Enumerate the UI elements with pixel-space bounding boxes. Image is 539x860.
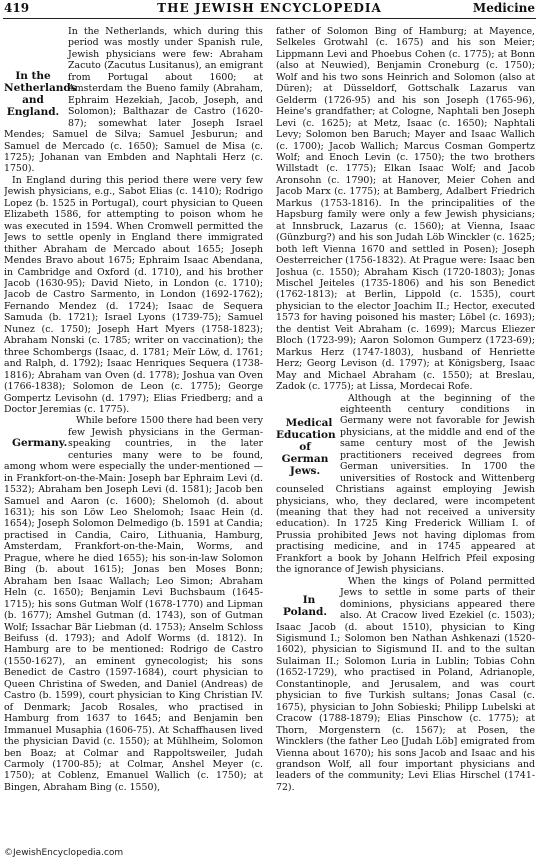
paragraph-poland bbox=[276, 576, 535, 794]
paragraph-germany bbox=[4, 415, 263, 793]
header-rule bbox=[3, 18, 536, 19]
running-reference: Medicine bbox=[472, 1, 535, 15]
page-number: 419 bbox=[4, 1, 30, 15]
side-heading-germany: Germany. bbox=[12, 437, 68, 450]
paragraph-text: In the Netherlands, which during this period was mostly under Spanish rule, Jewish physicians were few: Abraham Zacuto (Zacutus Lusitanus), an emigrant from Portugal about 1600; at Amsterdam the Bueno family (Abraham, Ephraim Hezekiah, Jacob, Joseph, and Solomon); Balthazar de Castro (1620-87); somewhat later Joseph Israel Mendes; Samuel de Silva; Samuel Jesburun; and Samuel de Mercado (c. 1650); Samuel de Misa (c. 1725); Johanan van Embden and Naphtali Herz (c. 1750). bbox=[4, 26, 263, 175]
page-header bbox=[0, 0, 539, 20]
side-heading-netherlands-england: In the Netherlands and England. bbox=[4, 70, 77, 118]
running-title: THE JEWISH ENCYCLOPEDIA bbox=[157, 1, 382, 15]
left-column bbox=[4, 26, 263, 844]
paragraph-text: While before 1500 there had been very few Jewish physicians in the German-speaking countries, in the later centuries many were to be found, among whom were especially the under-mentioned — in Frankfort-on-the-Main: Joseph bar Ephraim Levi (d. 1532); Abraham ben Joseph Levi (d. 1581); Jacob ben Samuel and Aaron (c. 1600); Shelomoh (d. about 1631); his son Löw Leo Shelomoh; Isaac Hein (d. 1654); Joseph Solomon Delmedigo (b. 1591 at Candia; practised in Candia, Cairo, Lithuania, Hamburg, Amsterdam, Frankfort-on-the-Main, Worms, and Prague, where he died 1655); his son-in-law Solomon Bing (b. about 1615); Jonas ben Moses Bonn; Abraham ben Isaac Wallach; Leo Simon; Abraham Heln (c. 1650); Benjamin Levi Buchsbaum (1645-1715); his sons Gutman Wolf (1678-1770) and Lipman (b. 1677); Amshel Gutman (d. 1743), son of Gutman Wolf; Issachar Bär Liebman (d. 1753); Anselm Schloss Beifuss (d. 1793); and Adolf Worms (d. 1812). In Hamburg are to be mentioned: Rodrigo de Castro (1550-1627), an eminent gynecologist; his sons Benedict de Castro (1597-1684), court physician to Queen Christina of Sweden, and Daniel (Andreas) de Castro (b. 1599), court physician to King Christian IV. of Denmark; Jacob Rosales, who practised in Hamburg from 1637 to 1645; and Benjamin ben Immanuel Musaphia (1606-75). At Schaffhausen lived the physician David (c. 1550); at Mühlheim, Solomon ben Boaz; at Colmar and Rappoltsweiler, Judah Carmoly (1700-85); at Colmar, Anshel Meyer (c. 1750); at Coblenz, Emanuel Wallich (c. 1750); at Bingen, Abraham Bing (c. 1550), bbox=[4, 415, 263, 793]
paragraph-medical-education bbox=[276, 393, 535, 576]
paragraph-germany-continued: father of Solomon Bing of Hamburg; at Mayence, Selkeles Grotwahl (c. 1675) and his son Meier; Lippmann Levi and Phoebus Cohen (c. 1775); at Bonn (also at Neuwied), Benjamin Croneburg (c. 1750); Wolf and his two sons Heinrich and Solomon (also at Düren); at Düsseldorf, Gottschalk Lazarus van Gelderm (1726-95) and his son Joseph (1765-96), Heine's grandfather; at Cologne, Naphtali ben Joseph Levi (c. 1625); at Metz, Isaac (c. 1650); Naphtali Levy; Solomon ben Baruch; Mayer and Isaac Wallich (c. 1700); Jacob Wallich; Marcus Cosman Gompertz Wolf; and Enoch Levin (c. 1750); the two brothers Willstadt (c. 1775); Elkan Isaac Wolf; and Jacob Aronsohn (c. 1790); at Hanover, Meier Cohen and Jacob Marx (c. 1775); at Bamberg, Adalbert Friedrich Markus (1753-1816). In the principalities of the Hapsburg family were only a few Jewish physicians; at Innsbruck, Lazarus (c. 1560); at Vienna, Isaac (Günzburg?) and his son Judah Löb Winckler (c. 1625; both left Vienna 1670 and settled in Posen); Joseph Oesterreicher (1756-1832). At Prague were: Isaac ben Joshua (c. 1550); Abraham Kisch (1720-1803); Jonas Mischel Jeiteles (1735-1806) and his son Benedict (1762-1813); at Berlin, Lippold (c. 1535), court physician to the elector Joachim II.; Hector, executed 1573 for having poisoned his master; Löbel (c. 1693); the dentist Veit Abraham (c. 1699); Marcus Eliezer Bloch (1723-99); Aaron Solomon Gumperz (1723-69); Markus Herz (1747-1803), husband of Henriette Herz; Georg Levison (d. 1797); at Königsberg, Isaac May and Michael Abraham (c. 1550); at Breslau, Zadok (c. 1775); at Lissa, Mordecai Rofe. bbox=[276, 26, 535, 393]
paragraph-text: Although at the beginning of the eighteenth century conditions in Germany were not favorable for Jewish physicians, at the middle and end of the same century most of the Jewish practitioners received degrees from German universities. In 1700 the universities of Rostock and Wittenberg counseled Christians against employing Jewish physicians, who, they declared, were incompetent (meaning that they had not received a university education). In 1725 King Frederick William I. of Prussia prohibited Jews not having diplomas from practising medicine, and in 1745 appeared at Frankfort a book by Johann Helfrich Pfeil exposing the ignorance of Jewish physicians. bbox=[276, 392, 535, 576]
right-column bbox=[276, 26, 535, 844]
side-heading-poland: In Poland. bbox=[282, 593, 328, 618]
side-heading-medical-education: Medical Education of German Jews. bbox=[276, 416, 336, 477]
paragraph-england: In England during this period there were very few Jewish physicians, e.g., Sabot Elias (c. 1410); Rodrigo Lopez (b. 1525 in Portugal), court physician to Queen Elizabeth 1586, for attempting to poison whom he was executed in 1594. When Cromwell permitted the Jews to settle openly in England there immigrated thither Abraham de Mercado about 1655; Joseph Mendes Bravo about 1675; Ephraim Isaac Abendana, in Cambridge and Oxford (d. 1710), and his brother Jacob (1630-95); David Nieto, in London (c. 1710); Jacob de Castro Sarmento, in London (1692-1762); Fernando Mendez (d. 1724); Isaac de Sequera Samuda (b. 1721); Israel Lyons (1739-75); Samuel Nunez (c. 1750); Joseph Hart Myers (1758-1823); Abraham Nonski (c. 1785; writer on vaccination); the three Schombergs (Isaac, d. 1781; Meïr Löw, d. 1761; and Ralph, d. 1792); Isaac Henriques Sequera (1738-1816); Abraham van Oven (d. 1778); Joshua van Oven (1766-1838); Solomon de Leon (c. 1775); George Gompertz Levisohn (d. 1797); Elias Friedberg; and a Doctor Jeremias (c. 1775). bbox=[4, 174, 263, 415]
copyright-credit: ©JewishEncyclopedia.com bbox=[4, 848, 124, 858]
paragraph-netherlands bbox=[4, 26, 263, 175]
paragraph-text: When the kings of Poland permitted Jews to settle in some parts of their dominions, physicians appeared there also. At Cracow lived Ezekiel (c. 1503); Isaac Jacob (d. about 1510), physician to King Sigismund I.; Solomon ben Nathan Ashkenazi (1520-1602), physician to Sigismund II. and to the sultan Sulaiman II.; Solomon Luria in Lublin; Tobias Cohn (1652-1729), who practised in Poland, Adrianople, Constantinople, and Jerusalem, and was court physician to five Turkish sultans; Jonas Casal (c. 1675), physician to John Sobieski; Philipp Lubelski at Cracow (1788-1879); Elias Pinschow (c. 1775); at Thorn, Morgenstern (c. 1567); at Posen, the Wincklers (the father Leo [Judah Löb] emigrated from Vienna about 1670); his sons Jacob and Isaac and his grandson Wolf, all four important physicians and leaders of the community; Levi Elias Hirschel (1741-72). bbox=[276, 575, 535, 793]
